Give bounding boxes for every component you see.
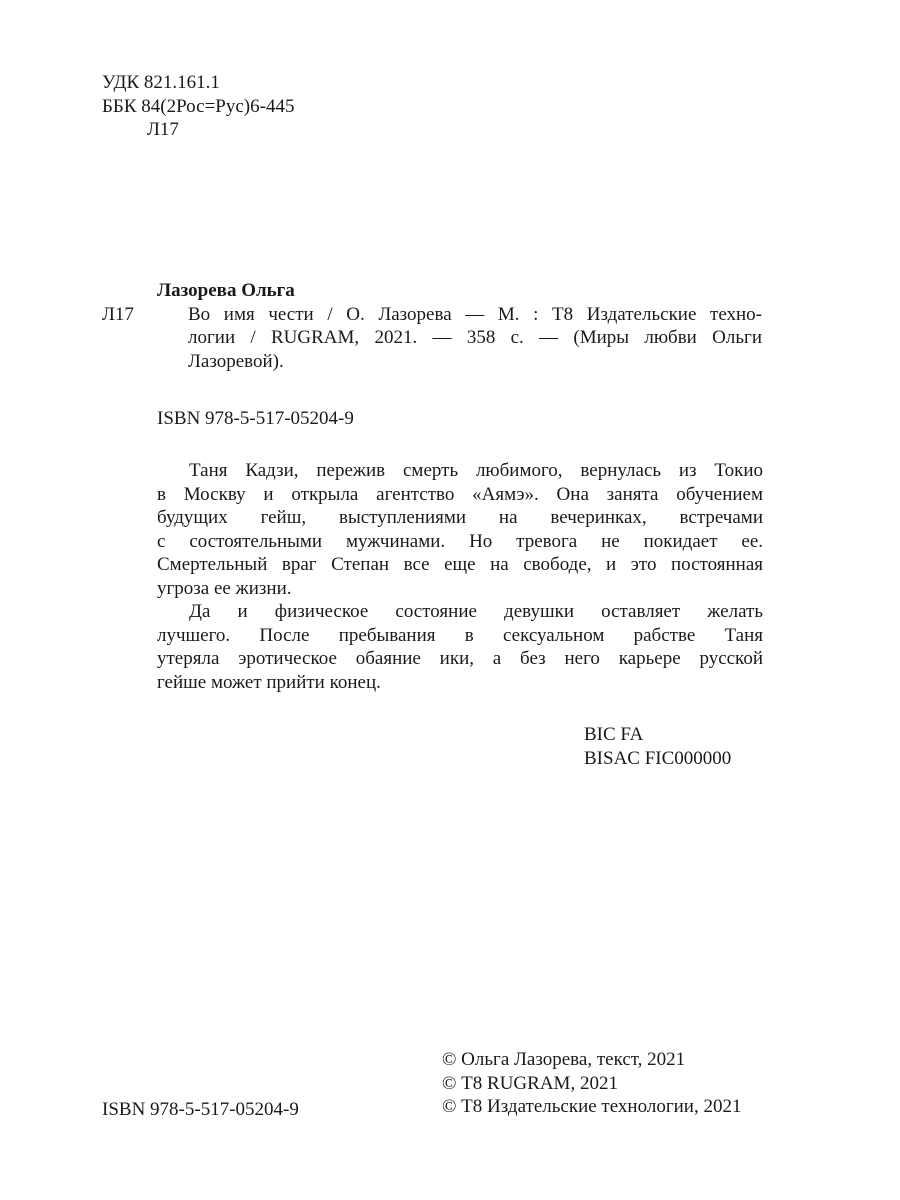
annotation-line: Смертельный враг Степан все еще на свободе, и это постоянная	[157, 554, 763, 575]
udk-code: УДК 821.161.1	[102, 72, 220, 93]
bisac-code: BISAC FIC000000	[584, 747, 732, 769]
copyright-line: © Ольга Лазорева, текст, 2021	[442, 1049, 686, 1070]
annotation-line: будущих гейш, выступлениями на вечеринках, встречами	[157, 507, 763, 528]
isbn-footer: ISBN 978-5-517-05204-9	[102, 1099, 299, 1120]
biblio-line: Лазоревой).	[188, 350, 284, 372]
bibliographic-record	[102, 279, 762, 373]
annotation-line: угроза ее жизни.	[157, 577, 292, 599]
bic-code: BIC FA	[584, 724, 644, 745]
copyright-block	[442, 1048, 741, 1119]
author-code: Л17	[102, 303, 134, 325]
biblio-line: Во имя чести / О. Лазорева — М. : Т8 Издательские техно-	[188, 303, 762, 325]
author-mark: Л17	[147, 119, 179, 140]
annotation-line: лучшего. После пребывания в сексуальном рабстве Таня	[157, 624, 763, 646]
classification-block	[102, 71, 294, 142]
copyright-line: © Т8 Издательские технологии, 2021	[442, 1096, 742, 1117]
isbn-main: ISBN 978-5-517-05204-9	[157, 408, 354, 429]
author-name: Лазорева Ольга	[157, 280, 295, 301]
subject-codes	[584, 723, 731, 770]
annotation-line: Таня Кадзи, пережив смерть любимого, вернулась из Токио	[189, 460, 763, 481]
bbk-code: ББК 84(2Рос=Рус)6-445	[102, 95, 295, 117]
annotation-paragraph	[157, 600, 763, 694]
annotation-line: в Москву и открыла агентство «Аямэ». Она занята обучением	[157, 483, 763, 505]
annotation-line: гейше может прийти конец.	[157, 671, 381, 693]
annotation-line: с состоятельными мужчинами. Но тревога не покидает ее.	[157, 530, 763, 552]
annotation-line: утеряла эротическое обаяние ики, а без него карьере русской	[157, 648, 763, 669]
annotation	[157, 459, 763, 694]
copyright-line: © Т8 RUGRAM, 2021	[442, 1072, 618, 1094]
annotation-paragraph	[157, 459, 763, 600]
biblio-line: логии / RUGRAM, 2021. — 358 с. — (Миры любви Ольги	[188, 327, 762, 348]
annotation-line: Да и физическое состояние девушки оставляет желать	[189, 601, 763, 622]
bibliographic-description	[188, 303, 762, 374]
